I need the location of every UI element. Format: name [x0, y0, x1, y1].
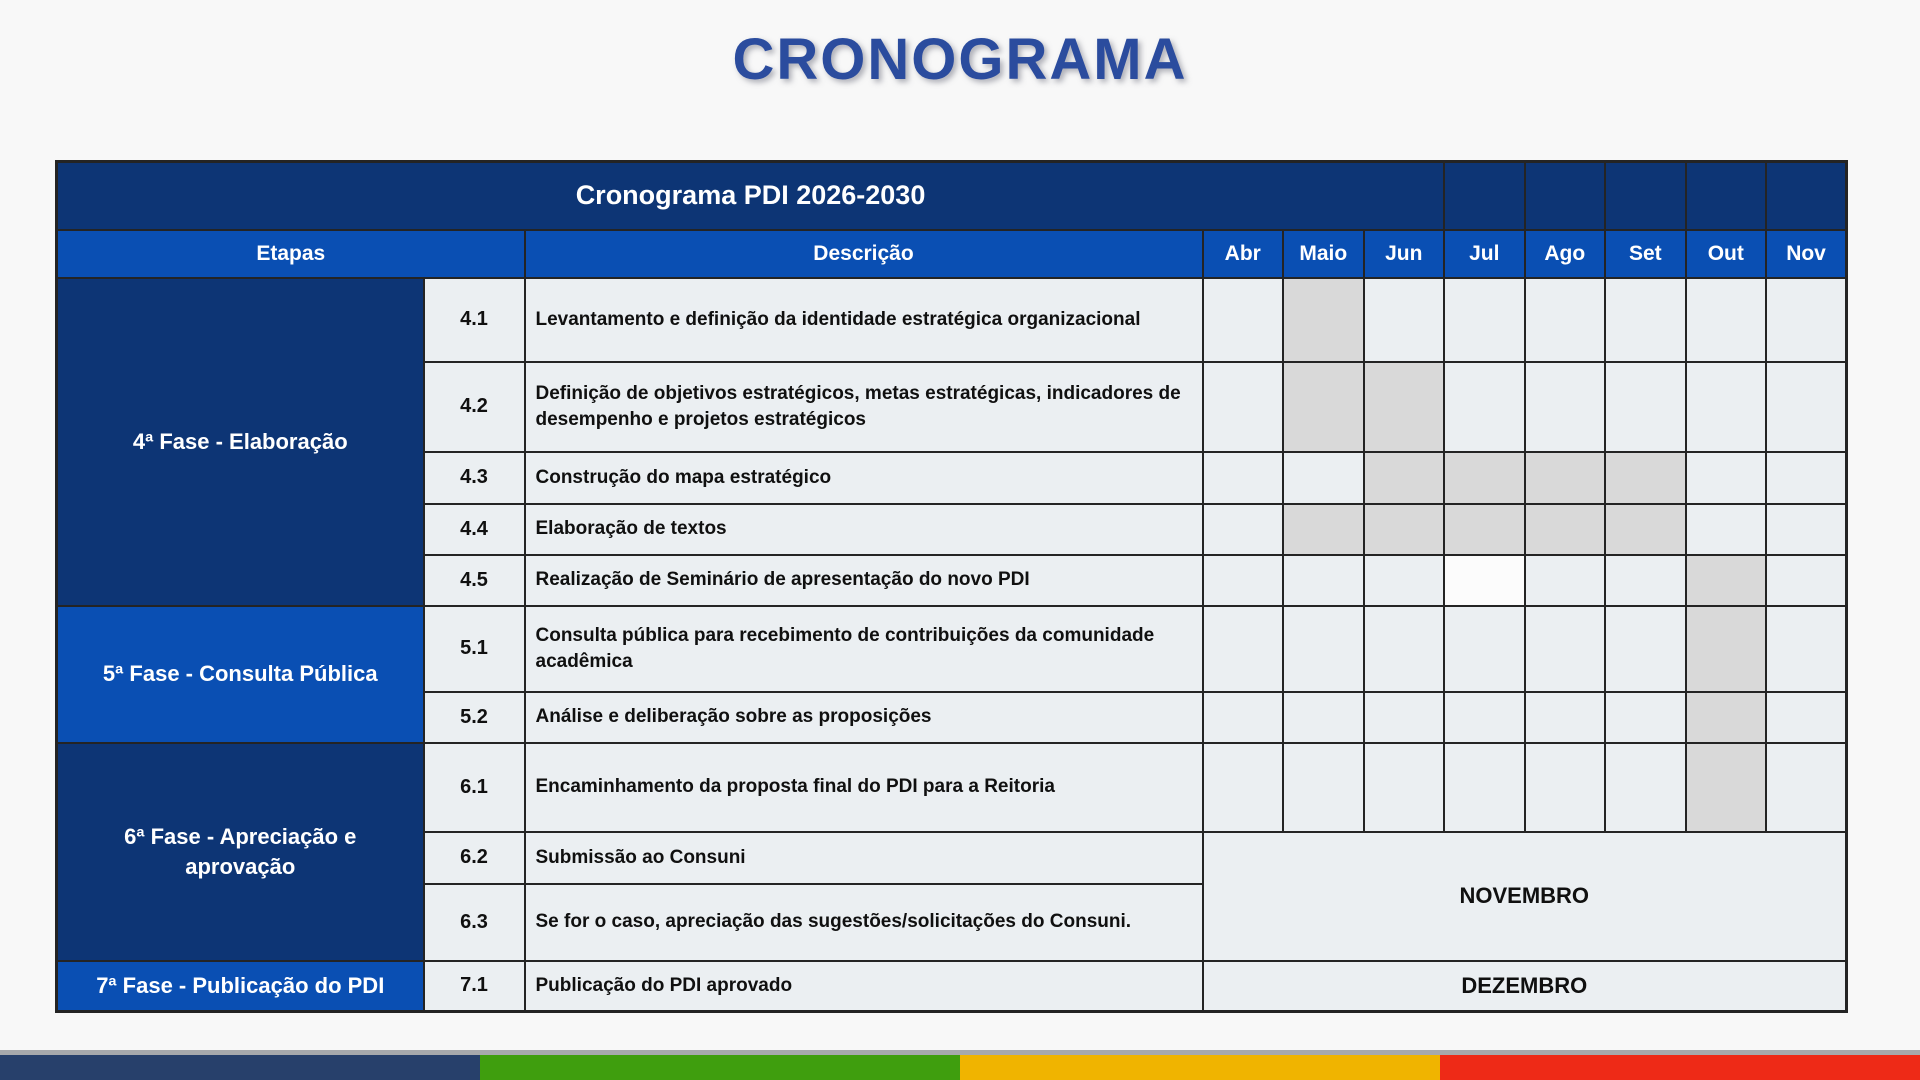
gantt-cell [1364, 362, 1445, 452]
gantt-cell [1203, 278, 1284, 362]
phase-cell-fase6: 6ª Fase - Apreciação e aprovação [57, 743, 424, 961]
step-description: Se for o caso, apreciação das sugestões/solicitações do Consuni. [525, 884, 1203, 961]
gantt-cell [1605, 504, 1686, 555]
gantt-cell [1203, 504, 1284, 555]
gantt-cell [1686, 606, 1767, 692]
period-cell-novembro: NOVEMBRO [1203, 832, 1847, 961]
step-number: 5.1 [424, 606, 525, 692]
step-description: Publicação do PDI aprovado [525, 961, 1203, 1012]
gantt-cell [1203, 555, 1284, 606]
gantt-cell [1203, 692, 1284, 743]
gantt-cell [1686, 743, 1767, 832]
period-cell-dezembro: DEZEMBRO [1203, 961, 1847, 1012]
header-month-abr: Abr [1203, 230, 1284, 278]
step-description: Encaminhamento da proposta final do PDI para a Reitoria [525, 743, 1203, 832]
gantt-cell [1525, 452, 1606, 504]
step-description: Consulta pública para recebimento de contribuições da comunidade acadêmica [525, 606, 1203, 692]
gantt-cell [1686, 278, 1767, 362]
step-number: 6.3 [424, 884, 525, 961]
gantt-cell [1364, 555, 1445, 606]
gantt-cell [1605, 692, 1686, 743]
gantt-cell [1444, 362, 1525, 452]
gantt-cell [1686, 362, 1767, 452]
phase-cell-fase5: 5ª Fase - Consulta Pública [57, 606, 424, 743]
footer-stripe [0, 1050, 1920, 1080]
table-row [57, 961, 1847, 1012]
table-row [57, 743, 1847, 832]
gantt-cell [1444, 452, 1525, 504]
header-month-nov: Nov [1766, 230, 1847, 278]
footer-stripe-yellow [960, 1055, 1440, 1080]
gantt-cell [1605, 606, 1686, 692]
gantt-cell [1605, 555, 1686, 606]
footer-stripe-navy [0, 1055, 480, 1080]
gantt-cell [1444, 606, 1525, 692]
gantt-cell [1283, 278, 1364, 362]
gantt-cell [1766, 606, 1847, 692]
step-number: 7.1 [424, 961, 525, 1012]
gantt-cell [1283, 362, 1364, 452]
gantt-cell [1283, 452, 1364, 504]
header-descricao: Descrição [525, 230, 1203, 278]
gantt-cell [1364, 452, 1445, 504]
gantt-cell [1203, 362, 1284, 452]
header-etapas: Etapas [57, 230, 525, 278]
gantt-cell [1364, 606, 1445, 692]
phase-cell-fase4: 4ª Fase - Elaboração [57, 278, 424, 606]
gantt-cell [1605, 743, 1686, 832]
gantt-cell [1766, 362, 1847, 452]
step-number: 4.3 [424, 452, 525, 504]
gantt-cell [1283, 504, 1364, 555]
step-number: 6.2 [424, 832, 525, 884]
gantt-cell [1766, 504, 1847, 555]
gantt-cell [1605, 452, 1686, 504]
gantt-cell [1364, 504, 1445, 555]
gantt-cell [1283, 692, 1364, 743]
title-spacer-cell [1444, 162, 1525, 230]
step-description: Análise e deliberação sobre as proposições [525, 692, 1203, 743]
gantt-cell [1686, 452, 1767, 504]
step-number: 5.2 [424, 692, 525, 743]
step-description: Realização de Seminário de apresentação do novo PDI [525, 555, 1203, 606]
step-number: 4.4 [424, 504, 525, 555]
table-row [57, 606, 1847, 692]
step-number: 4.2 [424, 362, 525, 452]
header-month-out: Out [1686, 230, 1767, 278]
step-number: 6.1 [424, 743, 525, 832]
gantt-cell [1283, 606, 1364, 692]
gantt-cell [1203, 452, 1284, 504]
gantt-cell [1525, 555, 1606, 606]
step-number: 4.5 [424, 555, 525, 606]
gantt-cell [1444, 743, 1525, 832]
table-title: Cronograma PDI 2026-2030 [57, 162, 1445, 230]
gantt-cell [1203, 606, 1284, 692]
title-spacer-cell [1686, 162, 1767, 230]
gantt-cell [1444, 278, 1525, 362]
gantt-cell [1525, 278, 1606, 362]
gantt-cell [1444, 504, 1525, 555]
gantt-cell [1605, 278, 1686, 362]
header-month-jul: Jul [1444, 230, 1525, 278]
gantt-cell [1444, 692, 1525, 743]
header-month-set: Set [1605, 230, 1686, 278]
gantt-cell [1444, 555, 1525, 606]
footer-stripe-green [480, 1055, 960, 1080]
title-spacer-cell [1605, 162, 1686, 230]
step-number: 4.1 [424, 278, 525, 362]
gantt-cell [1364, 743, 1445, 832]
gantt-cell [1686, 504, 1767, 555]
table-title-row [57, 162, 1847, 230]
title-spacer-cell [1766, 162, 1847, 230]
header-month-jun: Jun [1364, 230, 1445, 278]
header-month-maio: Maio [1283, 230, 1364, 278]
gantt-cell [1364, 692, 1445, 743]
gantt-cell [1605, 362, 1686, 452]
step-description: Construção do mapa estratégico [525, 452, 1203, 504]
table-row [57, 278, 1847, 362]
gantt-cell [1766, 692, 1847, 743]
gantt-cell [1525, 743, 1606, 832]
step-description: Submissão ao Consuni [525, 832, 1203, 884]
gantt-cell [1766, 278, 1847, 362]
table-header-row [57, 230, 1847, 278]
gantt-cell [1686, 692, 1767, 743]
gantt-cell [1686, 555, 1767, 606]
step-description: Levantamento e definição da identidade estratégica organizacional [525, 278, 1203, 362]
title-spacer-cell [1525, 162, 1606, 230]
gantt-cell [1525, 692, 1606, 743]
gantt-cell [1525, 504, 1606, 555]
footer-stripe-red [1440, 1055, 1920, 1080]
cronograma-table [55, 160, 1848, 1013]
header-month-ago: Ago [1525, 230, 1606, 278]
phase-cell-fase7: 7ª Fase - Publicação do PDI [57, 961, 424, 1012]
gantt-cell [1525, 606, 1606, 692]
gantt-cell [1766, 555, 1847, 606]
gantt-cell [1364, 278, 1445, 362]
step-description: Elaboração de textos [525, 504, 1203, 555]
gantt-cell [1283, 555, 1364, 606]
page-title: CRONOGRAMA [732, 27, 1188, 92]
gantt-cell [1766, 743, 1847, 832]
gantt-cell [1766, 452, 1847, 504]
gantt-cell [1525, 362, 1606, 452]
step-description: Definição de objetivos estratégicos, metas estratégicas, indicadores de desempenho e projetos estratégicos [525, 362, 1203, 452]
gantt-cell [1203, 743, 1284, 832]
gantt-cell [1283, 743, 1364, 832]
